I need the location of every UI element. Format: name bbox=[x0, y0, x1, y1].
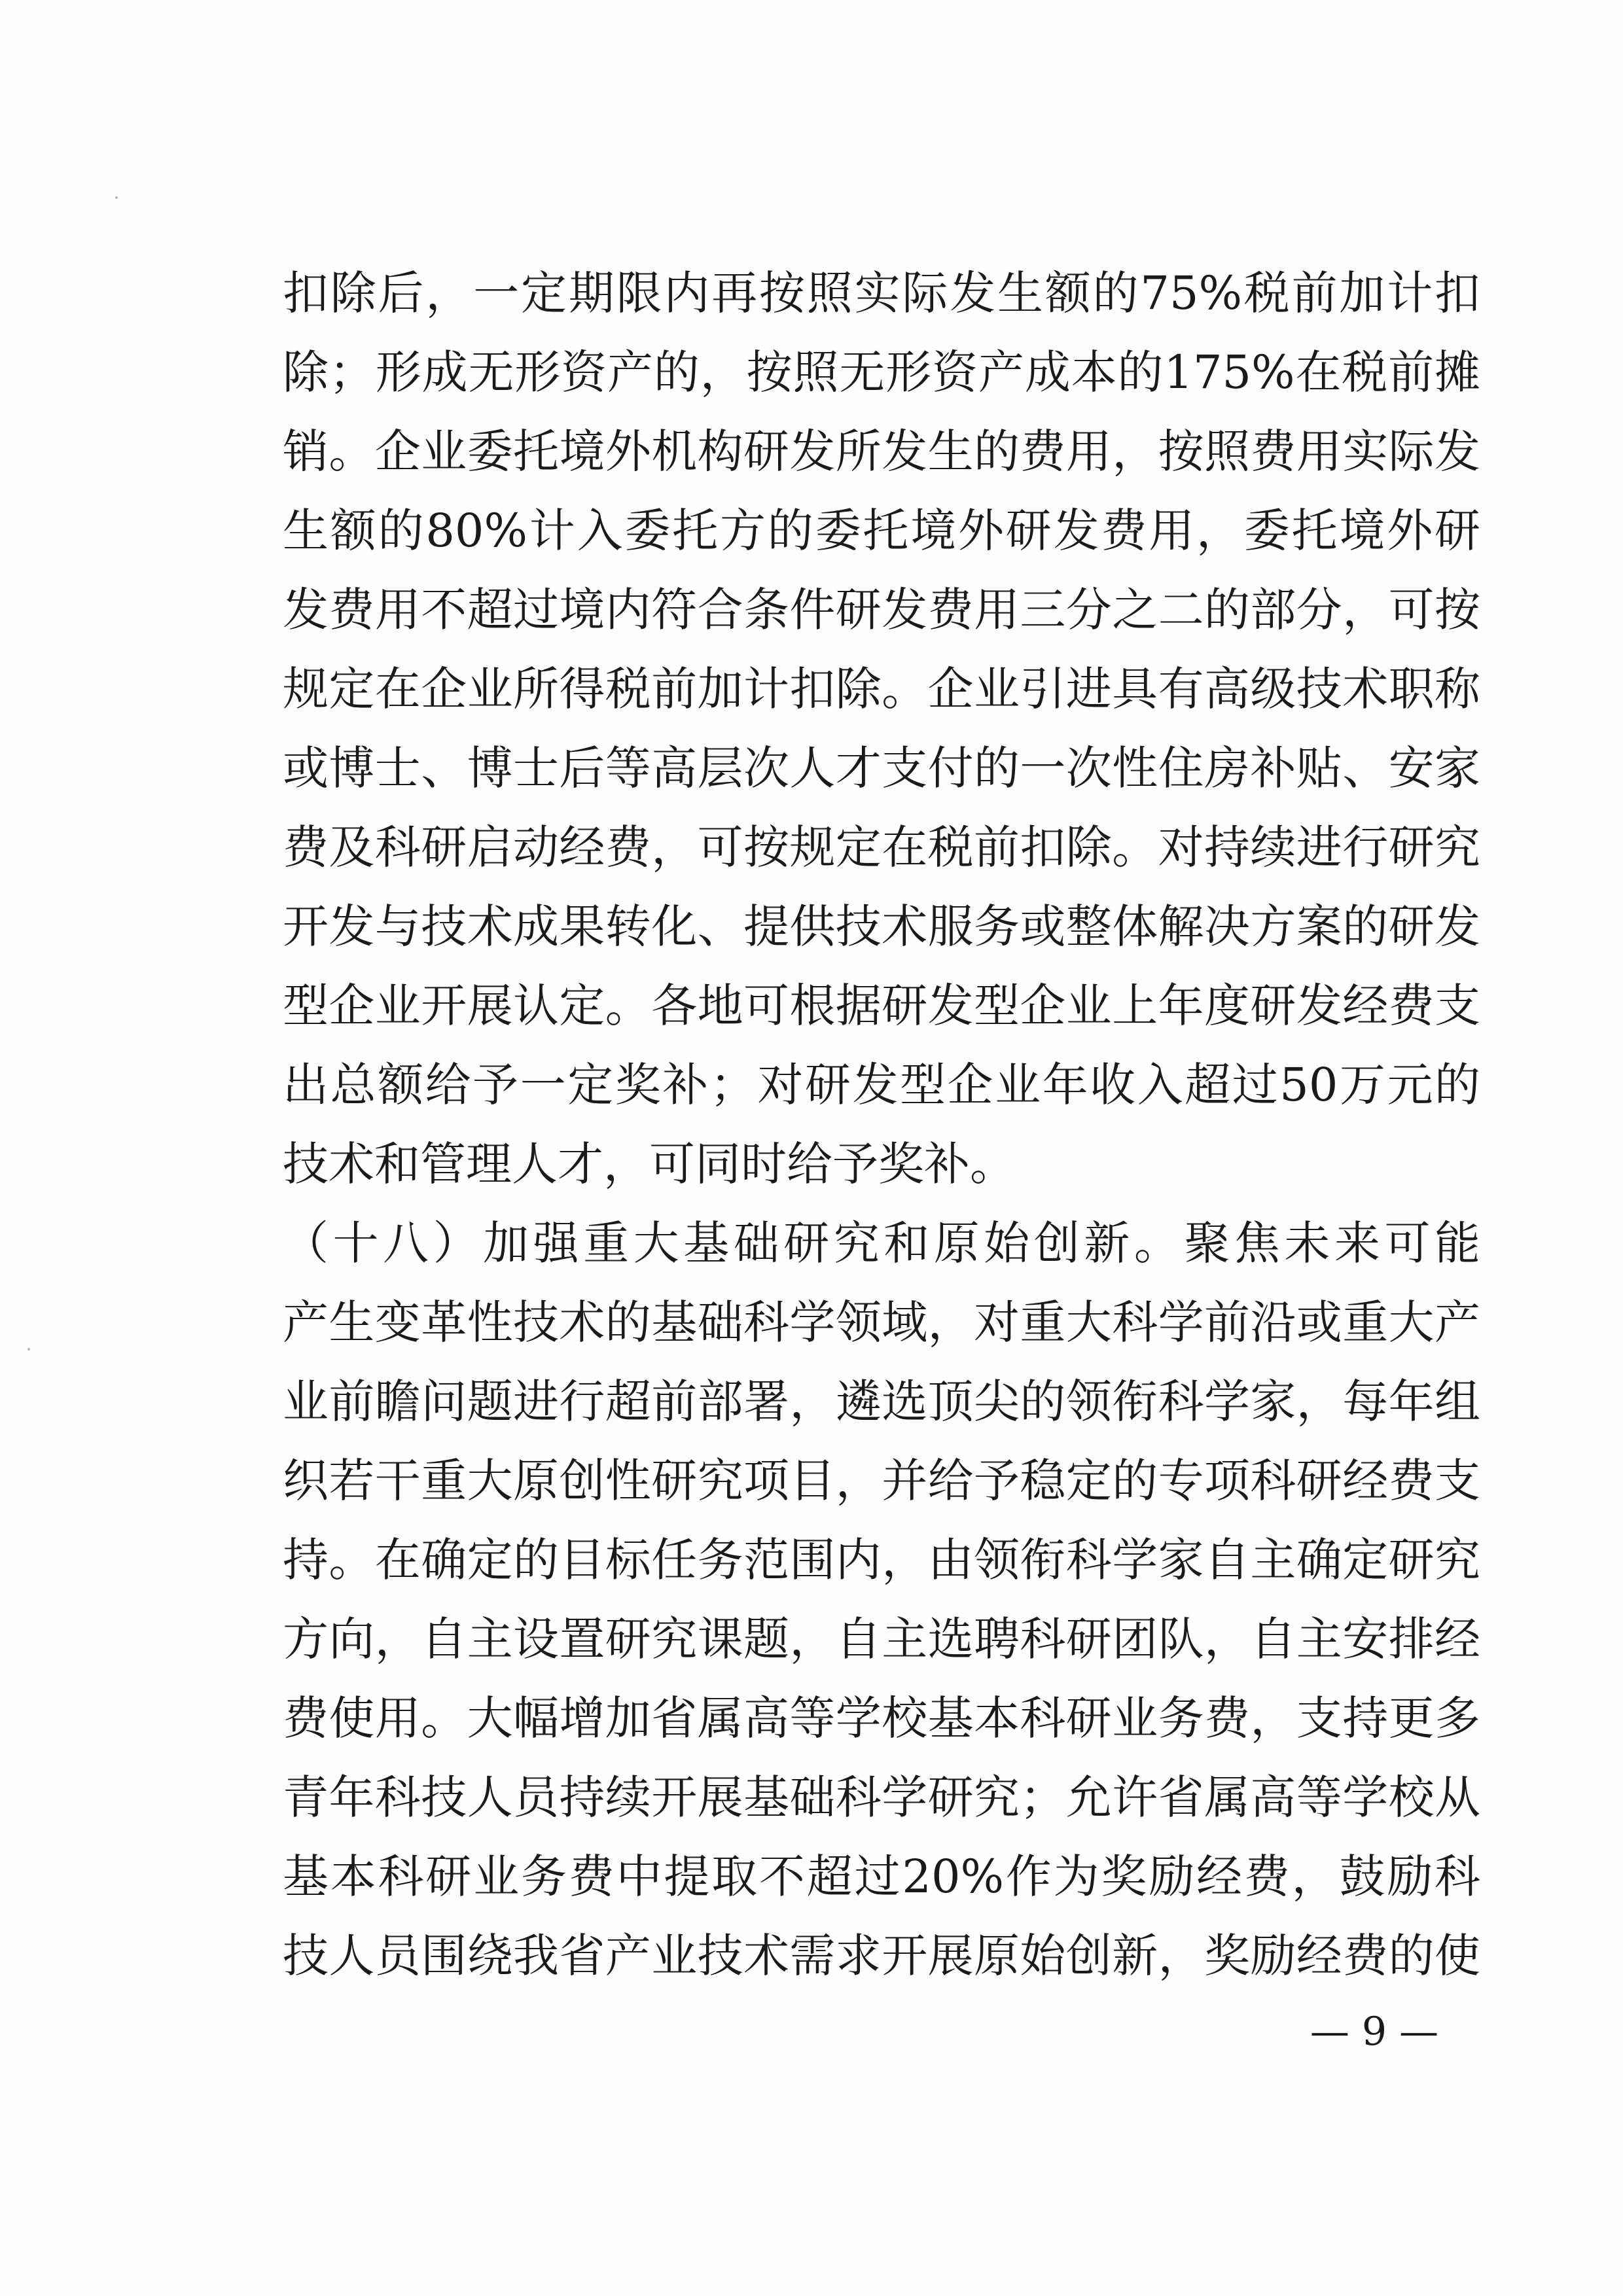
page-number: — 9 — bbox=[1310, 2009, 1439, 2055]
text-line: 扣除后，一定期限内再按照实际发生额的75%税前加计扣 bbox=[283, 266, 1480, 320]
text-line: 持。在确定的目标任务范围内，由领衔科学家自主确定研究 bbox=[283, 1533, 1480, 1587]
text-line: 发费用不超过境内符合条件研发费用三分之二的部分，可按 bbox=[283, 583, 1480, 637]
text-line: 织若干重大原创性研究项目，并给予稳定的专项科研经费支 bbox=[283, 1454, 1480, 1508]
text-line: 销。企业委托境外机构研发所发生的费用，按照费用实际发 bbox=[283, 425, 1480, 478]
text-line: 方向，自主设置研究课题，自主选聘科研团队，自主安排经 bbox=[283, 1612, 1480, 1666]
text-line: 或博士、博士后等高层次人才支付的一次性住房补贴、安家 bbox=[283, 741, 1480, 795]
text-line: 规定在企业所得税前加计扣除。企业引进具有高级技术职称 bbox=[283, 662, 1480, 716]
text-line: 型企业开展认定。各地可根据研发型企业上年度研发经费支 bbox=[283, 979, 1480, 1033]
scan-speck bbox=[115, 196, 118, 199]
text-line: 费及科研启动经费，可按规定在税前扣除。对持续进行研究 bbox=[283, 821, 1480, 874]
text-line: 产生变革性技术的基础科学领域，对重大科学前沿或重大产 bbox=[283, 1296, 1480, 1349]
text-line: 费使用。大幅增加省属高等学校基本科研业务费，支持更多 bbox=[283, 1691, 1480, 1745]
text-line: 基本科研业务费中提取不超过20%作为奖励经费，鼓励科 bbox=[283, 1850, 1480, 1903]
text-line: 出总额给予一定奖补；对研发型企业年收入超过50万元的 bbox=[283, 1058, 1480, 1112]
text-line: 生额的80%计入委托方的委托境外研发费用，委托境外研 bbox=[283, 504, 1480, 557]
paragraph-end-line: 技术和管理人才，可同时给予奖补。 bbox=[283, 1137, 1016, 1191]
text-line: 青年科技人员持续开展基础科学研究；允许省属高等学校从 bbox=[283, 1771, 1480, 1824]
section-heading-line: （十八）加强重大基础研究和原始创新。聚焦未来可能 bbox=[283, 1216, 1480, 1270]
text-line: 业前瞻问题进行超前部署，遴选顶尖的领衔科学家，每年组 bbox=[283, 1375, 1480, 1428]
body-text bbox=[283, 254, 1480, 1996]
text-line: 除；形成无形资产的，按照无形资产成本的175%在税前摊 bbox=[283, 345, 1480, 399]
text-line: 技人员围绕我省产业技术需求开展原始创新，奖励经费的使 bbox=[283, 1929, 1480, 1983]
text-line: 开发与技术成果转化、提供技术服务或整体解决方案的研发 bbox=[283, 900, 1480, 953]
scan-speck bbox=[27, 1348, 30, 1351]
